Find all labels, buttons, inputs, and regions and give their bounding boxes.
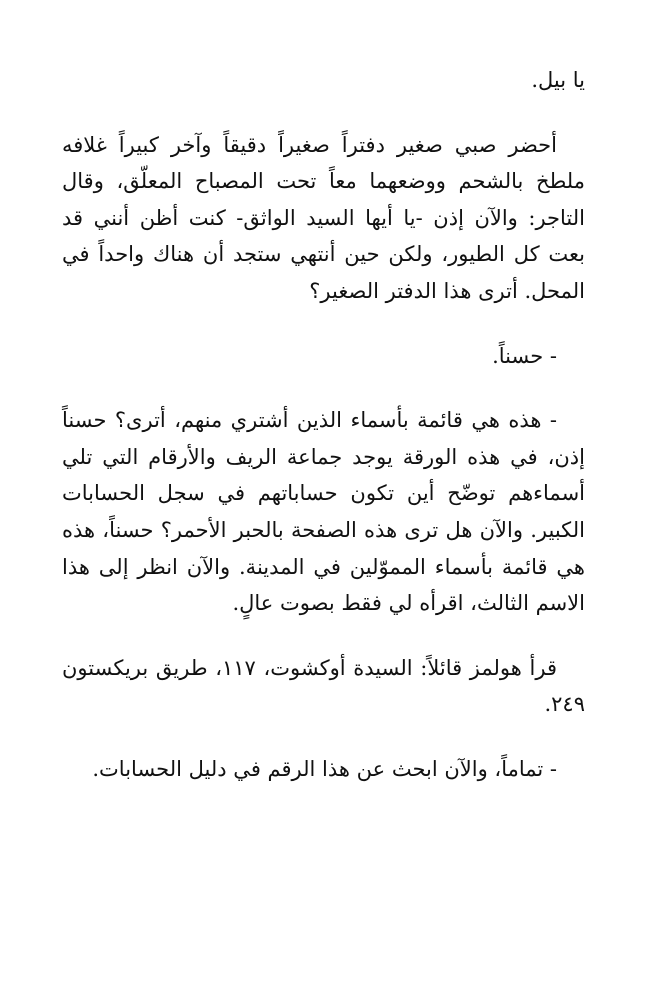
paragraph-1: يا بيل.	[531, 68, 585, 92]
paragraph-gap	[62, 99, 585, 127]
paragraph-gap	[62, 374, 585, 402]
paragraph-3: - حسناً.	[492, 343, 557, 368]
paragraph-2: أحضر صبي صغير دفتراً صغيراً دقيقاً وآخر كبيراً غلافه ملطخ بالشحم ووضعهما معاً تحت المصباح المعلّق، وقال التاجر: والآن إذن -يا أيها السيد الواثق- كنت أظن أنني قد بعت كل الطيور، ولكن حين أنتهي ستجد أن هناك واحداً في المحل. أترى هذا الدفتر الصغير؟	[62, 132, 585, 303]
book-page	[62, 62, 585, 788]
paragraph-4: - هذه هي قائمة بأسماء الذين أشتري منهم، أترى؟ حسناً إذن، في هذه الورقة يوجد جماعة الريف والأرقام التي تلي أسماءهم توضّح أين تكون حساباتهم في سجل الحسابات الكبير. والآن هل ترى هذه الصفحة بالحبر الأحمر؟ حسناً، هذه هي قائمة بأسماء المموّلين في المدينة. والآن انظر إلى هذا الاسم الثالث، اقرأه لي فقط بصوت عالٍ.	[62, 408, 585, 616]
paragraph-5: قرأ هولمز قائلاً: السيدة أوكشوت، ١١٧، طريق بريكستون ٢٤٩.	[62, 655, 585, 717]
paragraph-gap	[62, 622, 585, 650]
paragraph-gap	[62, 723, 585, 751]
paragraph-6: - تماماً، والآن ابحث عن هذا الرقم في دليل الحسابات.	[92, 756, 557, 781]
paragraph-gap	[62, 310, 585, 338]
